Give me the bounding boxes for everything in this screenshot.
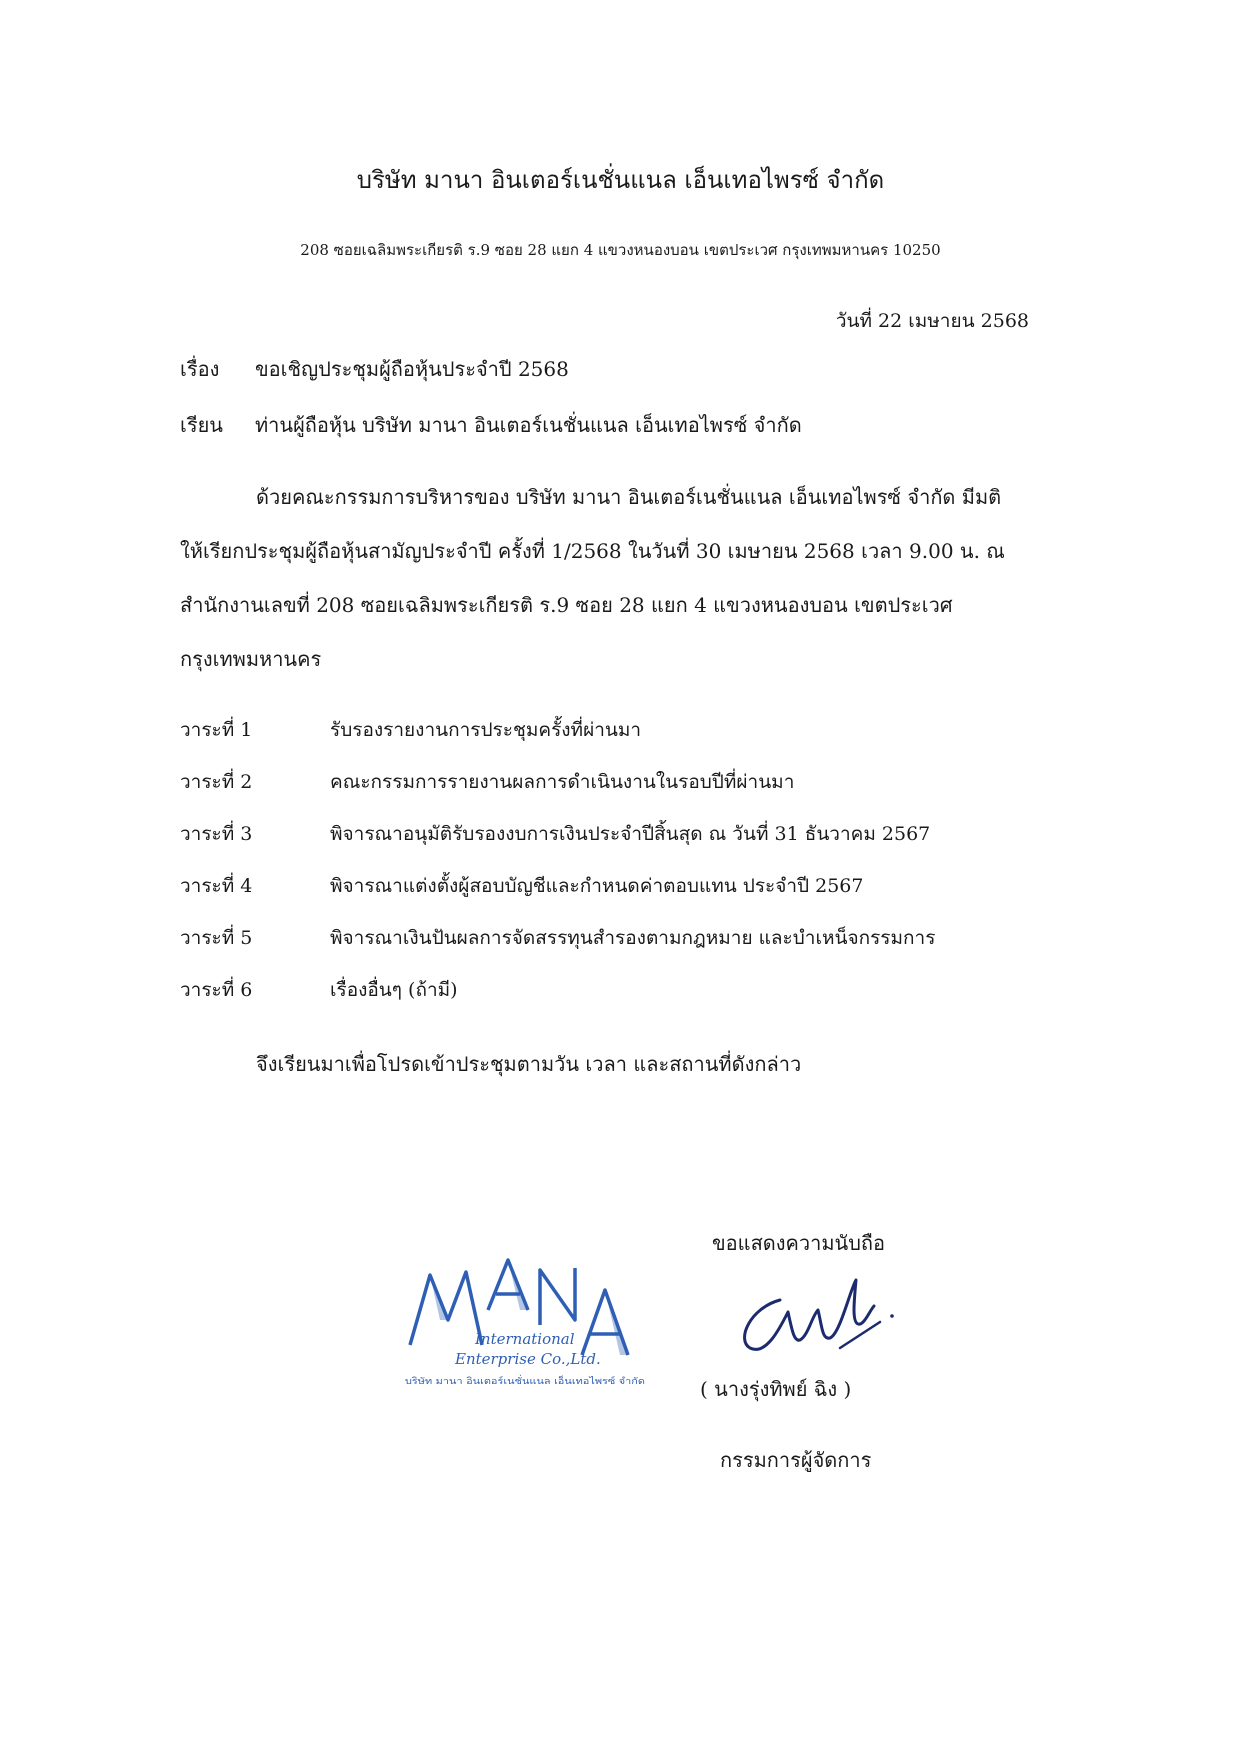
body-line-1: ด้วยคณะกรรมการบริหารของ บริษัท มานา อินเตอร์เนชั่นแนล เอ็นเทอไพรซ์ จำกัด มีมติ bbox=[256, 485, 1002, 509]
agenda-number: วาระที่ 1 bbox=[180, 719, 253, 741]
agenda-text: รับรองรายงานการประชุมครั้งที่ผ่านมา bbox=[330, 719, 642, 741]
subject-label: เรื่อง bbox=[180, 357, 220, 381]
agenda-number: วาระที่ 4 bbox=[180, 875, 253, 897]
agenda-text: พิจารณาแต่งตั้งผู้สอบบัญชีและกำหนดค่าตอบแทน ประจำปี 2567 bbox=[330, 875, 864, 897]
closing-statement: จึงเรียนมาเพื่อโปรดเข้าประชุมตามวัน เวลา และสถานที่ดังกล่าว bbox=[256, 1052, 802, 1076]
agenda-text: เรื่องอื่นๆ (ถ้ามี) bbox=[330, 979, 458, 1001]
body-line-2: ให้เรียกประชุมผู้ถือหุ้นสามัญประจำปี ครั้งที่ 1/2568 ในวันที่ 30 เมษายน 2568 เวลา 9.00 น. ณ bbox=[180, 539, 1005, 563]
signer-name: ( นางรุ่งทิพย์ ฉิง ) bbox=[700, 1377, 852, 1401]
stamp-line-3: บริษัท มานา อินเตอร์เนชั่นแนล เอ็นเทอไพรซ์ จำกัด bbox=[405, 1377, 603, 1387]
agenda-number: วาระที่ 3 bbox=[180, 823, 253, 845]
handwritten-signature bbox=[730, 1270, 910, 1380]
signer-position: กรรมการผู้จัดการ bbox=[720, 1448, 872, 1472]
body-line-4: กรุงเทพมหานคร bbox=[180, 647, 322, 671]
company-title: บริษัท มานา อินเตอร์เนชั่นแนล เอ็นเทอไพรซ์ จำกัด bbox=[356, 166, 885, 194]
subject-text: ขอเชิญประชุมผู้ถือหุ้นประจำปี 2568 bbox=[255, 357, 569, 381]
agenda-number: วาระที่ 5 bbox=[180, 927, 253, 949]
agenda-text: พิจารณาอนุมัติรับรองงบการเงินประจำปีสิ้นสุด ณ วันที่ 31 ธันวาคม 2567 bbox=[330, 823, 931, 845]
company-address: 208 ซอยเฉลิมพระเกียรติ ร.9 ซอย 28 แยก 4 แขวงหนองบอน เขตประเวศ กรุงเทพมหานคร 10250 bbox=[300, 241, 941, 259]
letter-date: วันที่ 22 เมษายน 2568 bbox=[835, 310, 1029, 332]
agenda-text: คณะกรรมการรายงานผลการดำเนินงานในรอบปีที่ผ่านมา bbox=[330, 771, 795, 793]
agenda-number: วาระที่ 2 bbox=[180, 771, 253, 793]
body-line-3: สำนักงานเลขที่ 208 ซอยเฉลิมพระเกียรติ ร.9 ซอย 28 แยก 4 แขวงหนองบอน เขตประเวศ bbox=[180, 593, 953, 617]
stamp-line-2: Enterprise Co.,Ltd. bbox=[455, 1350, 601, 1368]
recipient-text: ท่านผู้ถือหุ้น บริษัท มานา อินเตอร์เนชั่นแนล เอ็นเทอไพรซ์ จำกัด bbox=[255, 413, 802, 437]
company-logo-stamp bbox=[400, 1250, 650, 1390]
agenda-text: พิจารณาเงินปันผลการจัดสรรทุนสำรองตามกฎหมาย และบำเหน็จกรรมการ bbox=[330, 927, 936, 949]
stamp-line-1: International bbox=[475, 1330, 575, 1348]
recipient-label: เรียน bbox=[180, 413, 223, 437]
signature-regards: ขอแสดงความนับถือ bbox=[712, 1231, 886, 1255]
agenda-number: วาระที่ 6 bbox=[180, 979, 253, 1001]
